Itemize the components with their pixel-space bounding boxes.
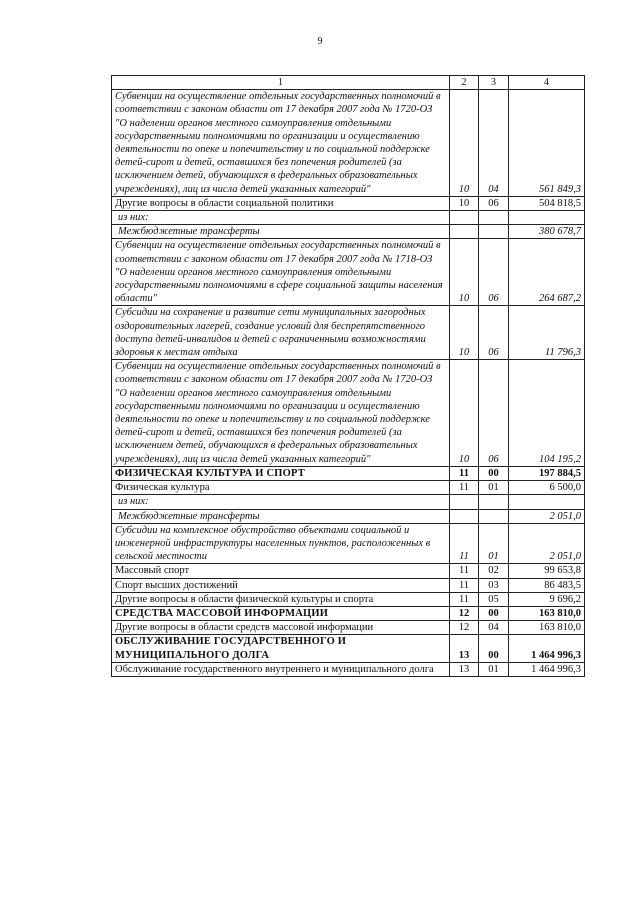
row-label: Физическая культура — [112, 481, 450, 495]
row-section-code: 10 — [450, 196, 479, 210]
row-amount: 104 195,2 — [509, 360, 585, 467]
header-col-4: 4 — [509, 76, 585, 90]
row-amount: 504 818,5 — [509, 196, 585, 210]
page-number: 9 — [317, 36, 323, 47]
row-amount: 86 483,5 — [509, 578, 585, 592]
row-section-code: 10 — [450, 360, 479, 467]
row-subsection-code: 04 — [479, 621, 509, 635]
row-subsection-code — [479, 495, 509, 509]
row-section-code — [450, 509, 479, 523]
row-amount — [509, 495, 585, 509]
row-amount: 380 678,7 — [509, 225, 585, 239]
row-subsection-code: 05 — [479, 592, 509, 606]
row-amount: 9 696,2 — [509, 592, 585, 606]
row-amount: 163 810,0 — [509, 606, 585, 620]
budget-table-body — [112, 76, 585, 677]
row-section-code: 10 — [450, 90, 479, 197]
row-section-code: 12 — [450, 621, 479, 635]
row-subsection-code: 01 — [479, 523, 509, 564]
table-row — [112, 523, 585, 564]
row-label: Субсидии на комплексное обустройство объектами социальной и инженерной инфраструктуры населенных пунктов, расположенных в сельской местности — [112, 523, 450, 564]
table-row — [112, 90, 585, 197]
row-label: Другие вопросы в области физической культуры и спорта — [112, 592, 450, 606]
table-row — [112, 564, 585, 578]
table-row — [112, 466, 585, 480]
row-amount: 163 810,0 — [509, 621, 585, 635]
table-row — [112, 481, 585, 495]
row-subsection-code: 06 — [479, 360, 509, 467]
row-label: ОБСЛУЖИВАНИЕ ГОСУДАРСТВЕННОГО И МУНИЦИПАЛЬНОГО ДОЛГА — [112, 635, 450, 662]
row-subsection-code: 02 — [479, 564, 509, 578]
row-section-code: 11 — [450, 564, 479, 578]
row-label: Обслуживание государственного внутреннего и муниципального долга — [112, 662, 450, 676]
table-row — [112, 360, 585, 467]
row-amount: 197 884,5 — [509, 466, 585, 480]
row-label: Субвенции на осуществление отдельных государственных полномочий в соответствии с законом области от 17 декабря 2007 года № 1718-ОЗ "О наделении органов местного самоуправления отдельными государственными полномочиями в сфере социальной защиты населения области" — [112, 239, 450, 306]
row-label: Другие вопросы в области средств массовой информации — [112, 621, 450, 635]
row-subsection-code: 00 — [479, 606, 509, 620]
row-label: Субвенции на осуществление отдельных государственных полномочий в соответствии с законом области от 17 декабря 2007 года № 1720-ОЗ "О наделении органов местного самоуправления отдельными государственными полномочиями по организации и осуществлению деятельности по опеке и попечительству и по социальной поддержке детей-сирот и детей, оставшихся без попечения родителей (за исключением детей, обучающихся в федеральных образовательных учреждениях), лиц из числа детей указанных категорий" — [112, 90, 450, 197]
table-row — [112, 509, 585, 523]
row-label: Другие вопросы в области социальной политики — [112, 196, 450, 210]
row-label: Массовый спорт — [112, 564, 450, 578]
table-row — [112, 592, 585, 606]
row-label: Межбюджетные трансферты — [112, 225, 450, 239]
row-section-code: 11 — [450, 481, 479, 495]
row-section-code: 10 — [450, 306, 479, 360]
row-subsection-code: 00 — [479, 635, 509, 662]
row-subsection-code: 01 — [479, 481, 509, 495]
row-label: Субсидии на сохранение и развитие сети муниципальных загородных оздоровительных лагерей, создание условий для беспрепятственного доступа детей-инвалидов и детей с ограниченными возможностями здоровья к местам отдыха — [112, 306, 450, 360]
table-row — [112, 196, 585, 210]
table-row — [112, 635, 585, 662]
row-amount: 11 796,3 — [509, 306, 585, 360]
row-subsection-code — [479, 509, 509, 523]
row-subsection-code: 06 — [479, 196, 509, 210]
row-section-code: 11 — [450, 592, 479, 606]
row-subsection-code: 01 — [479, 662, 509, 676]
row-label: из них: — [112, 495, 450, 509]
row-amount: 2 051,0 — [509, 509, 585, 523]
row-subsection-code: 06 — [479, 306, 509, 360]
row-label: Субвенции на осуществление отдельных государственных полномочий в соответствии с законом области от 17 декабря 2007 года № 1720-ОЗ "О наделении органов местного самоуправления отдельными государственными полномочиями по организации и осуществлению деятельности по опеке и попечительству и по социальной поддержке детей-сирот и детей, оставшихся без попечения родителей (за исключением детей, обучающихся в федеральных образовательных учреждениях), лиц из числа детей указанных категорий" — [112, 360, 450, 467]
row-section-code — [450, 211, 479, 225]
row-label: Межбюджетные трансферты — [112, 509, 450, 523]
table-row — [112, 662, 585, 676]
row-section-code: 10 — [450, 239, 479, 306]
row-amount: 561 849,3 — [509, 90, 585, 197]
table-row — [112, 606, 585, 620]
table-row — [112, 239, 585, 306]
row-section-code: 11 — [450, 466, 479, 480]
table-row — [112, 578, 585, 592]
row-label: из них: — [112, 211, 450, 225]
row-section-code: 13 — [450, 662, 479, 676]
row-subsection-code — [479, 211, 509, 225]
table-row — [112, 211, 585, 225]
row-amount: 99 653,8 — [509, 564, 585, 578]
row-subsection-code: 06 — [479, 239, 509, 306]
row-section-code: 11 — [450, 578, 479, 592]
row-label: СРЕДСТВА МАССОВОЙ ИНФОРМАЦИИ — [112, 606, 450, 620]
row-subsection-code: 04 — [479, 90, 509, 197]
header-col-2: 2 — [450, 76, 479, 90]
header-col-1: 1 — [112, 76, 450, 90]
budget-table — [111, 75, 585, 677]
row-amount: 264 687,2 — [509, 239, 585, 306]
row-section-code — [450, 225, 479, 239]
row-label: ФИЗИЧЕСКАЯ КУЛЬТУРА И СПОРТ — [112, 466, 450, 480]
row-amount: 1 464 996,3 — [509, 635, 585, 662]
row-amount — [509, 211, 585, 225]
row-section-code: 13 — [450, 635, 479, 662]
row-amount: 1 464 996,3 — [509, 662, 585, 676]
table-row — [112, 225, 585, 239]
row-amount: 6 500,0 — [509, 481, 585, 495]
header-col-3: 3 — [479, 76, 509, 90]
table-row — [112, 306, 585, 360]
row-label: Спорт высших достижений — [112, 578, 450, 592]
row-section-code — [450, 495, 479, 509]
row-section-code: 12 — [450, 606, 479, 620]
table-row — [112, 621, 585, 635]
row-subsection-code — [479, 225, 509, 239]
row-section-code: 11 — [450, 523, 479, 564]
row-amount: 2 051,0 — [509, 523, 585, 564]
table-row — [112, 495, 585, 509]
header-row — [112, 76, 585, 90]
row-subsection-code: 00 — [479, 466, 509, 480]
row-subsection-code: 03 — [479, 578, 509, 592]
